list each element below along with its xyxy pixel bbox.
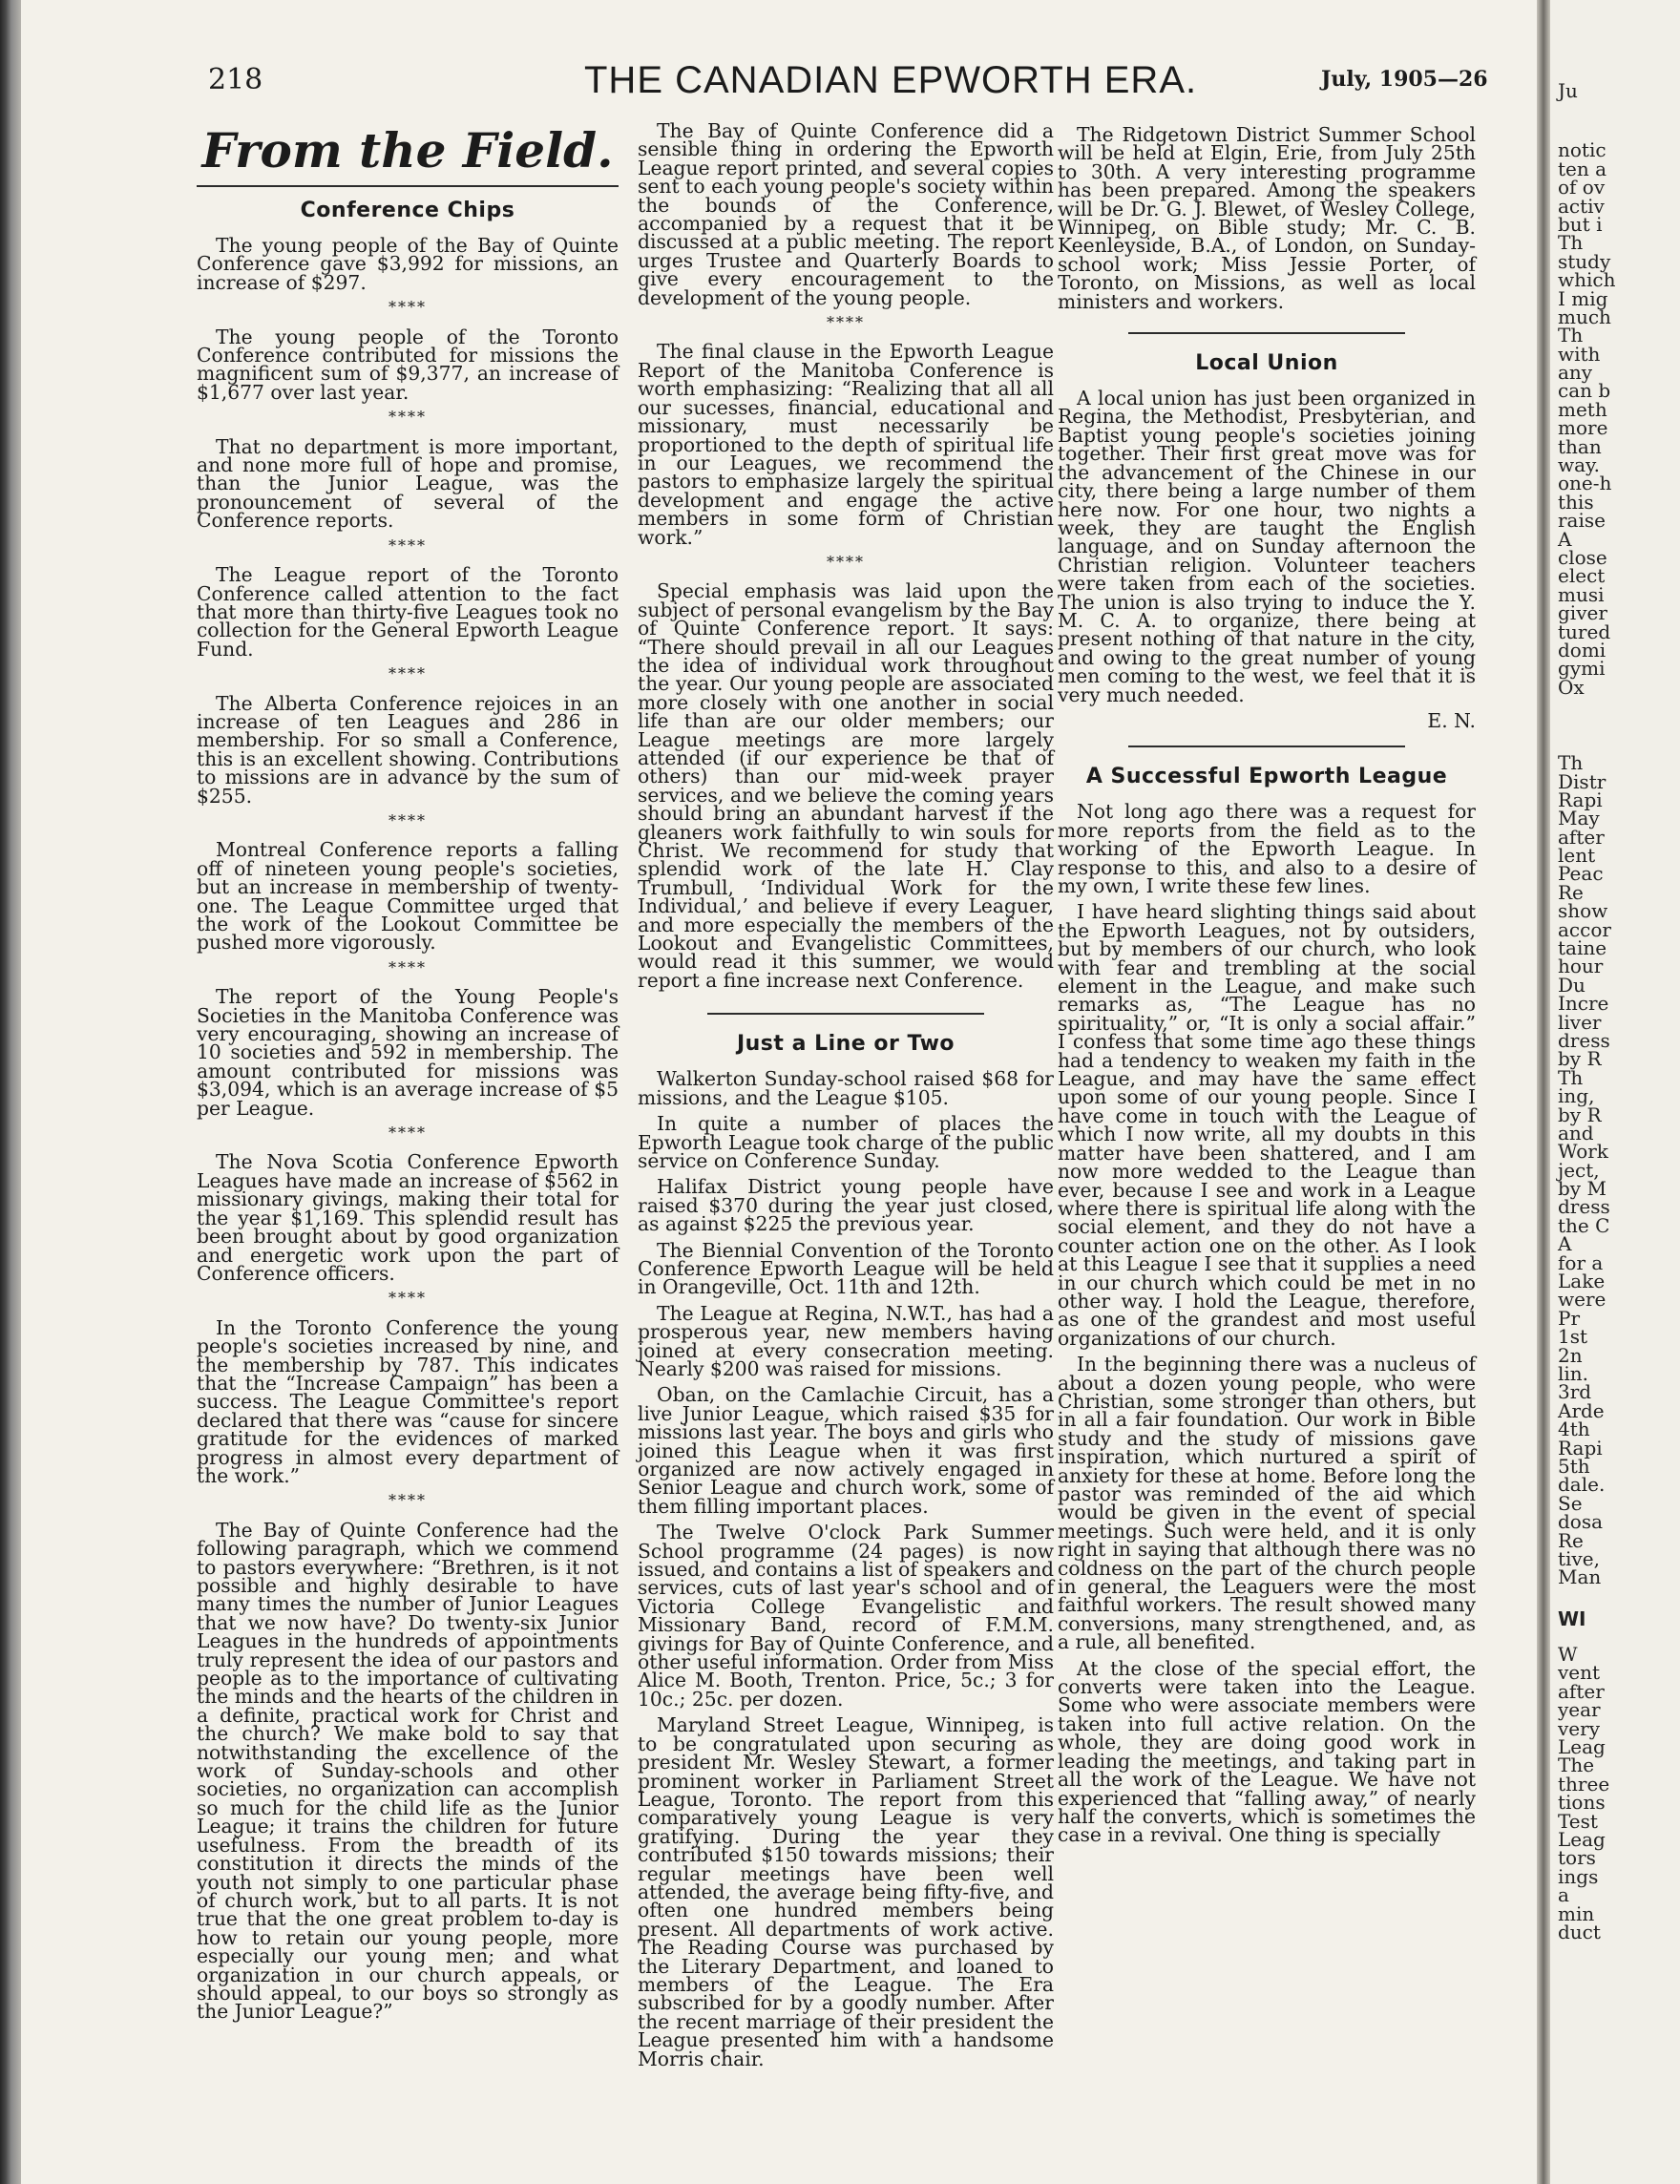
fragment-line: study	[1558, 249, 1611, 273]
fragment-line: than	[1558, 434, 1602, 458]
fragment-line: way.	[1558, 453, 1601, 477]
fragment-line: Du	[1558, 973, 1586, 997]
chip-paragraph: The League report of the Toronto Conference called attention to the fact that more than thirty-five Leagues took no collection for the General Epworth League Fund.	[197, 563, 619, 661]
fragment-line: ten a	[1558, 157, 1607, 180]
separator: ****	[388, 1124, 427, 1143]
fragment-line: tured	[1558, 620, 1611, 643]
fragment-line: ings	[1558, 1864, 1599, 1888]
fragment-line: 3rd	[1558, 1380, 1592, 1404]
fragment-line: more	[1558, 416, 1608, 440]
league-paragraph: At the close of the special effort, the converts were taken into the League. Some who were associate members were taken into full active relation. On the whole, they are doing good work in leading the meetings, and taking part in all the work of the League. We have not experienced that “falling away,” of nearly half the converts, which is sometimes the case in a revival. One thing is specially	[1058, 1656, 1476, 1847]
fragment-line: Work	[1558, 1140, 1608, 1164]
fragment-line: Lake	[1558, 1270, 1606, 1293]
separator: ****	[388, 536, 427, 555]
fragment-line: giver	[1558, 601, 1607, 625]
fragment-line: much	[1558, 304, 1611, 328]
fragment-line: Th	[1558, 231, 1584, 255]
fragment-line: by R	[1558, 1102, 1602, 1126]
fragment-line: Re	[1558, 1528, 1584, 1552]
fragment-line: accor	[1558, 917, 1611, 941]
item-paragraph: The Biennial Convention of the Toronto Conference Epworth League will be held in Orangeville, Oct. 11th and 12th.	[638, 1238, 1054, 1299]
item-paragraph: The Ridgetown District Summer School will be held at Elgin, Erie, from July 25th to 30th. A very interesting programme has been prepared. Among the speakers will be Dr. G. J. Blewet, of Wesley College, Winnipeg, on Bible study; Mr. C. B. Keenleyside, B.A., of London, on Sunday-school work; Miss Jessie Porter, of Toronto, on Missions, as well as local ministers and workers.	[1058, 123, 1476, 313]
fragment-line: Ox	[1558, 675, 1585, 699]
fragment-line: meth	[1558, 397, 1607, 421]
fragment-line: can b	[1558, 379, 1611, 403]
item-paragraph: The Twelve O'clock Park Summer School programme (24 pages) is now issued, and contains a list of speakers and services, cuts of last year's school and of Victoria College Evangelistic and Missionary Band, record of F.M.M. givings for Bay of Quinte Conference, and other useful information. Order from Miss Alice M. Booth, Trenton. Price, 5c.; 3 for 10c.; 25c. per dozen.	[638, 1521, 1054, 1711]
chip-paragraph: That no department is more important, and none more full of hope and promise, than the Junior League, was the pronouncement of several of the Conference reports.	[197, 434, 619, 533]
chip-paragraph: The report of the Young People's Societies in the Manitoba Conference was very encouraging, showing an increase of 10 societies and 592 in membership. The amount contributed for missions was $3,094, which is an average increase of $5 per League.	[197, 985, 619, 1120]
page-gutter	[1537, 0, 1550, 2184]
section-rule	[1128, 746, 1405, 747]
fragment-line: tive,	[1558, 1546, 1600, 1570]
section-rule	[707, 1013, 984, 1015]
fragment-line: by M	[1558, 1177, 1606, 1201]
fragment-line: lent	[1558, 844, 1596, 868]
fragment-line: and	[1558, 1121, 1594, 1144]
column-1	[197, 122, 619, 2029]
separator: ****	[388, 957, 427, 976]
column-2	[638, 119, 1054, 2076]
chip-paragraph: The young people of the Bay of Quinte Conference gave $3,992 for missions, an increase of $297.	[197, 234, 619, 294]
fragment-line: 4th	[1558, 1418, 1590, 1441]
fragment-line: gymi	[1558, 657, 1606, 681]
fragment-line: Se	[1558, 1491, 1583, 1515]
fragment-line: lin.	[1558, 1362, 1589, 1385]
fragment-line: Re	[1558, 880, 1584, 904]
masthead: THE CANADIAN EPWORTH ERA.	[584, 59, 1198, 101]
fragment-line: dale.	[1558, 1473, 1606, 1497]
fragment-line: activ	[1558, 194, 1605, 218]
fragment-line: 5th	[1558, 1454, 1590, 1478]
chip-paragraph: The Bay of Quinte Conference had the following paragraph, which we commend to pastors everywhere: “Brethren, is it not possible and highly desirable to have many times the number of Junior Leagues that we now have? Do twenty-six Junior Leagues in the hundreds of appointments truly represent the idea of our pastors and people as to the importance of cultivating the minds and the hearts of the children in a definite, practical work for Christ and the church? We make bold to say that notwithstanding the excellence of the work of Sunday-schools and other societies, no organization can accomplish so much for the child life as the Junior League; it trains the children for future usefulness. From the breadth of its constitution it directs the minds of the youth not simply to one particular phase of church work, but to all parts. It is not true that the one great problem to-day is how to retain our young people, more especially our young men; and what organization in our church appeals, or should appeal, to our boys so strongly as the Junior League?”	[197, 1518, 619, 2024]
fragment-line: after	[1558, 825, 1605, 849]
league-paragraph: In the beginning there was a nucleus of about a dozen young people, who were Christian, some stronger than others, but in all a fair foundation. Our work in Bible study and the study of missions gave inspiration, which nurtured a spirit of anxiety for these at home. Before long the pastor was reminded of the aid which would be given in the event of special meetings. Such were held, and it is only right in saying that although there was no coldness on the part of the church people in general, the Leaguers were the most faithful workers. The result showed many conversions, many strengthened, and, as a rule, all benefited.	[1058, 1353, 1476, 1654]
separator: ****	[388, 1289, 427, 1308]
league-paragraph: Not long ago there was a request for more reports from the field as to the working of the Epworth League. In response to this, and also to a desire of my own, I write these few lines.	[1058, 800, 1476, 897]
successful-league-heading: A Successful Epworth League	[1085, 765, 1448, 789]
section-title: From the Field.	[201, 122, 614, 178]
fragment-line: Distr	[1558, 769, 1606, 793]
fragment-line: ject,	[1558, 1158, 1600, 1182]
fragment-line: notic	[1558, 138, 1606, 162]
fragment-line: dress	[1558, 1028, 1610, 1052]
fragment-line: tors	[1558, 1846, 1596, 1870]
fragment-line: this	[1558, 490, 1594, 514]
fragment-line: one-h	[1558, 472, 1612, 495]
fragment-line: very	[1558, 1716, 1600, 1740]
fragment-line: Peac	[1558, 862, 1604, 886]
fragment-line: taine	[1558, 936, 1607, 960]
fragment-line: Leag	[1558, 1735, 1606, 1759]
fragment-line: dress	[1558, 1195, 1610, 1219]
page-number: 218	[208, 63, 263, 96]
fragment-line: Man	[1558, 1565, 1602, 1589]
item-paragraph: Halifax District young people have raised $370 during the year just closed, as against $225 the previous year.	[638, 1175, 1054, 1236]
fragment-line: Rapi	[1558, 788, 1603, 811]
fragment-line: Test	[1558, 1809, 1598, 1833]
fragment-line: dosa	[1558, 1510, 1604, 1534]
fragment-line: liver	[1558, 1010, 1602, 1034]
fragment-line: Incre	[1558, 992, 1609, 1016]
fragment-line: close	[1558, 545, 1607, 569]
fragment-line: 1st	[1558, 1325, 1588, 1349]
column-3	[1058, 123, 1476, 1853]
fragment-line: WI	[1558, 1606, 1586, 1630]
signature: E. N.	[1427, 708, 1476, 732]
fragment-line: ing,	[1558, 1084, 1595, 1108]
fragment-line: any	[1558, 361, 1593, 385]
separator: ****	[388, 1491, 427, 1510]
book-binding	[0, 0, 21, 2184]
fragment-line: Th	[1558, 324, 1584, 347]
fragment-line: a	[1558, 1883, 1569, 1907]
chip-paragraph: Special emphasis was laid upon the subject of personal evangelism by the Bay of Quinte Conference report. It says: “There should prevail in all our Leagues the idea of individual work throughout the year. Our young people are associated more closely with one another in social life than are our older members; our League meetings are more largely attended (if our experience be that of others) than our mid-week prayer services, and we believe the coming years should bring an abundant harvest if the gleaners work faithfully to win souls for Christ. We recommend for study that splendid work of the late H. Clay Trumbull, ‘Individual Work for the Individual,’ and believe if every Leaguer, and more especially the members of the Lookout and Evangelistic Committees, would read it this summer, we would report a fine increase next Conference.	[638, 579, 1054, 992]
fragment-line: year	[1558, 1698, 1601, 1722]
fragment-line: Rapi	[1558, 1436, 1603, 1460]
fragment-line: May	[1558, 807, 1600, 830]
title-rule	[197, 185, 619, 187]
fragment-line: tions	[1558, 1791, 1606, 1815]
fragment-line: W	[1558, 1643, 1578, 1667]
fragment-line: 2n	[1558, 1343, 1583, 1367]
chip-paragraph: Montreal Conference reports a falling off of nineteen young people's societies, but an increase in membership of twenty-one. The League Committee urged that the work of the Lookout Committee be pushed more vigorously.	[197, 838, 619, 955]
fragment-line: duct	[1558, 1920, 1601, 1943]
chip-paragraph: In the Toronto Conference the young people's societies increased by nine, and the membership by 787. This indicates that the “Increase Campaign” has been a success. The League Committee's report declared that there was “cause for sincere gratitude for the evidences of marked progress in almost every department of the work.”	[197, 1315, 619, 1487]
just-a-line-heading: Just a Line or Two	[736, 1032, 956, 1057]
fragment-line: min	[1558, 1901, 1595, 1925]
fragment-line: Arde	[1558, 1398, 1605, 1422]
fragment-line: A	[1558, 1232, 1572, 1256]
adjacent-page-text	[1558, 79, 1616, 1943]
chip-paragraph: The Alberta Conference rejoices in an increase of ten Leagues and 286 in membership. For so small a Conference, this is an excellent showing. Contributions to missions are in advance by the sum of $255.	[197, 691, 619, 808]
chip-paragraph: The Nova Scotia Conference Epworth Leagues have made an increase of $562 in missionary givings, making their total for the year $1,169. This splendid result has been brought about by good organization and energetic work upon the part of Conference officers.	[197, 1150, 619, 1285]
fragment-line: the C	[1558, 1213, 1610, 1237]
newspaper-page	[21, 0, 1537, 2184]
fragment-line: with	[1558, 342, 1601, 366]
league-paragraph: I have heard slighting things said about the Epworth Leagues, not by outsiders, but by members of our church, who look with fear and trembling at the social element in the League, and make such remarks as, “The League has no spirituality,” or, “It is only a social affair.” I confess that some time ago these things had a tendency to weaken my faith in the League, and may have the same effect upon some of our young people. Since I have come in touch with the League of which I now write, all my doubts in this matter have been shattered, and I am now more wedded to the League than ever, because I see and work in a League where there is spiritual life along with the social element, and they do not have a counter action one on the other. As I look at this League I see that it supplies a need in our church which could be met in no other way. I hold the League, therefore, as one of the grandest and most useful organizations of our church.	[1058, 900, 1476, 1350]
fragment-line: show	[1558, 899, 1608, 923]
fragment-line: elect	[1558, 564, 1606, 588]
conference-chips-heading: Conference Chips	[300, 199, 515, 222]
fragment-line: but i	[1558, 212, 1603, 236]
separator: ****	[388, 298, 427, 317]
fragment-line: hour	[1558, 955, 1604, 978]
fragment-line: for a	[1558, 1250, 1604, 1274]
adjacent-page	[1550, 0, 1680, 2184]
item-paragraph: Walkerton Sunday-school raised $68 for missions, and the League $105.	[638, 1067, 1054, 1109]
fragment-line: I mig	[1558, 286, 1608, 310]
fragment-line: by R	[1558, 1047, 1602, 1071]
separator: ****	[827, 552, 865, 571]
chip-paragraph: The young people of the Toronto Conference contributed for missions the magnificent sum of $9,377, an increase of $1,677 over last year.	[197, 325, 619, 404]
fragment-line: Th	[1558, 751, 1584, 775]
chip-paragraph: The Bay of Quinte Conference did a sensible thing in ordering the Epworth League report printed, and several copies sent to each young people's society within the bounds of the Conference, accompanied by a request that it be discussed at a public meeting. The report urges Trustee and Quarterly Boards to give every encouragement to the development of the young people.	[638, 119, 1054, 309]
fragment-line: Pr	[1558, 1306, 1581, 1330]
fragment-line: Leag	[1558, 1827, 1606, 1851]
separator: ****	[388, 810, 427, 830]
fragment-line: A	[1558, 527, 1572, 551]
item-paragraph: The League at Regina, N.W.T., has had a prosperous year, new members having joined at every consecration meeting. Nearly $200 was raised for missions.	[638, 1301, 1054, 1380]
local-union-heading: Local Union	[1195, 351, 1338, 376]
fragment-line: were	[1558, 1288, 1606, 1312]
issue-date: July, 1905—26	[1321, 67, 1488, 92]
fragment-line: domi	[1558, 638, 1606, 662]
page-header	[21, 59, 1537, 116]
separator: ****	[388, 664, 427, 683]
fragment-line: of ov	[1558, 176, 1606, 200]
item-paragraph: Oban, on the Camlachie Circuit, has a live Junior League, which raised $35 for missions last year. The boys and girls who joined this League when it was first organized are now actively engaged in Senior League and church work, some of them filling important places.	[638, 1383, 1054, 1518]
fragment-line: after	[1558, 1679, 1605, 1703]
fragment-line: The	[1558, 1754, 1595, 1777]
fragment-line: Th	[1558, 1065, 1584, 1089]
section-rule	[1128, 332, 1405, 334]
fragment-line: three	[1558, 1772, 1610, 1796]
item-paragraph: Maryland Street League, Winnipeg, is to be congratulated upon securing as president Mr. Wesley Stewart, a former prominent worker in Parliament Street League, Toronto. The report from this comparatively young League is very gratifying. During the year they contributed $150 towards missions; their regular meetings have been well attended, the average being fifty-five, and often one hundred members being present. All departments of work active. The Reading Course was purchased by the Literary Department, and loaned to members of the League. The Era subscribed for by a goodly number. After the recent marriage of their president the League presented him with a handsome Morris chair.	[638, 1713, 1054, 2070]
item-paragraph: In quite a number of places the Epworth League took charge of the public service on Conference Sunday.	[638, 1112, 1054, 1172]
fragment-line: which	[1558, 268, 1616, 292]
fragment-line: vent	[1558, 1661, 1601, 1685]
separator: ****	[388, 408, 427, 427]
chip-paragraph: The final clause in the Epworth League Report of the Manitoba Conference is worth emphasizing: “Realizing that all all our sucesses, financial, educational and missionary, must necessarily be proportioned to the depth of spiritual life in our Leagues, we recommend the pastors to emphasize largely the spiritual development and engage the active members in some form of Christian work.”	[638, 340, 1054, 549]
local-union-paragraph: A local union has just been organized in Regina, the Methodist, Presbyterian, and Baptist young people's societies joining together. Their first great move was for the advancement of the Chinese in our city, there being a large number of them here now. For one hour, two nights a week, they are taught the English language, and on Sunday afternoon the Christian religion. Volunteer teachers were taken from each of the societies. The union is also trying to induce the Y. M. C. A. to organize, there being at present nothing of that nature in the city, and owing to the great number of young men coming to the west, we feel that it is very much needed.	[1058, 387, 1476, 706]
fragment-line: raise	[1558, 509, 1606, 533]
separator: ****	[827, 313, 865, 332]
fragment-line: Ju	[1558, 79, 1578, 102]
fragment-line: musi	[1558, 582, 1605, 606]
